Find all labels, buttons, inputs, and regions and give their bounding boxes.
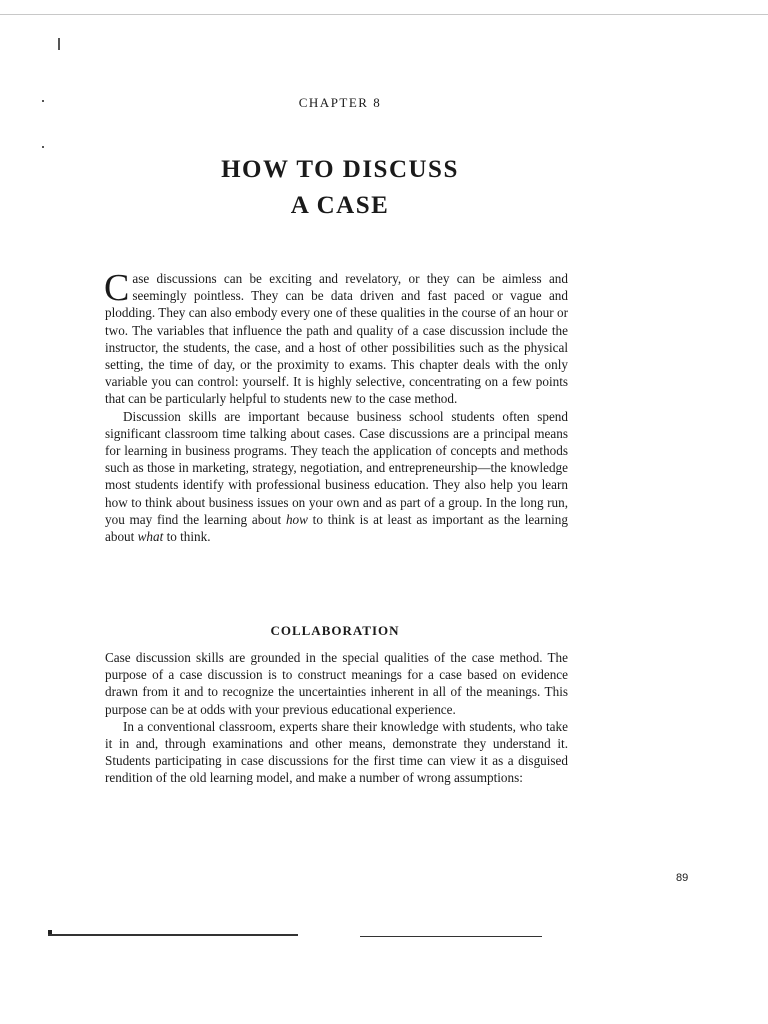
intro-paragraph-2-text: to think. <box>163 529 211 545</box>
intro-paragraph-1 <box>104 267 568 408</box>
emphasis-what: what <box>137 529 164 545</box>
intro-paragraph-1-text: ase discussions can be exciting and revelatory, or they can be aimless and seemingly pointless. They can be data driven and fast paced or vague and plodding. They can also embody every one of these qualities in the course of an hour or two. The variables that influence the path and quality of a case discussion include the instructor, the students, the case, and a host of other possibilities such as the physical setting, the time of day, or the proximity to exams. This chapter deals with the only variable you can control: yourself. It is highly selective, concentrating on a few points that can be particularly helpful to students new to the case method. <box>105 271 568 407</box>
drop-cap: C <box>104 267 130 309</box>
chapter-title-line: A CASE <box>290 192 390 219</box>
chapter-title <box>0 152 680 224</box>
intro-paragraph-2-text: Discussion skills are important because business school students often spend significant classroom time talking about cases. Case discussions are a principal means for learning in business programs. They teach the application of concepts and methods such as those in marketing, strategy, negotiation, and entrepreneurship—the knowledge most students identify with professional business education. They also help you learn how to think about business issues on your own and as part of a group. In the long run, you may find the learning about <box>105 408 568 527</box>
collaboration-paragraph-1: Case discussion skills are grounded in the special qualities of the case method. The purpose of a case discussion is to construct meanings for a case based on evidence drawn from it and to recognize the uncertainties inherent in all of the meanings. This purpose can be at odds with your previous educational experience. <box>105 650 568 717</box>
intro-paragraph-2 <box>105 408 568 546</box>
intro-paragraph-2-text: to think is at least as important as the learning about <box>105 511 568 545</box>
page-number: 89 <box>676 872 689 884</box>
emphasis-how: how <box>285 511 308 527</box>
scan-bottom-edge <box>360 936 542 937</box>
scan-speck <box>58 38 60 50</box>
section-heading: COLLABORATION <box>270 623 400 638</box>
chapter-title-line: HOW TO DISCUSS <box>221 156 459 183</box>
scan-speck <box>42 146 44 148</box>
scan-bottom-edge <box>48 934 298 936</box>
chapter-label: CHAPTER 8 <box>298 95 382 110</box>
collaboration-section <box>105 649 568 787</box>
scan-top-edge <box>0 14 768 15</box>
intro-section <box>104 267 568 545</box>
collaboration-paragraph-2: In a conventional classroom, experts share their knowledge with students, who take it in and, through examinations and other means, demonstrate they understand it. Students participating in case discussions for the first time can view it as a disguised rendition of the old learning model, and make a number of wrong assumptions: <box>105 718 568 786</box>
